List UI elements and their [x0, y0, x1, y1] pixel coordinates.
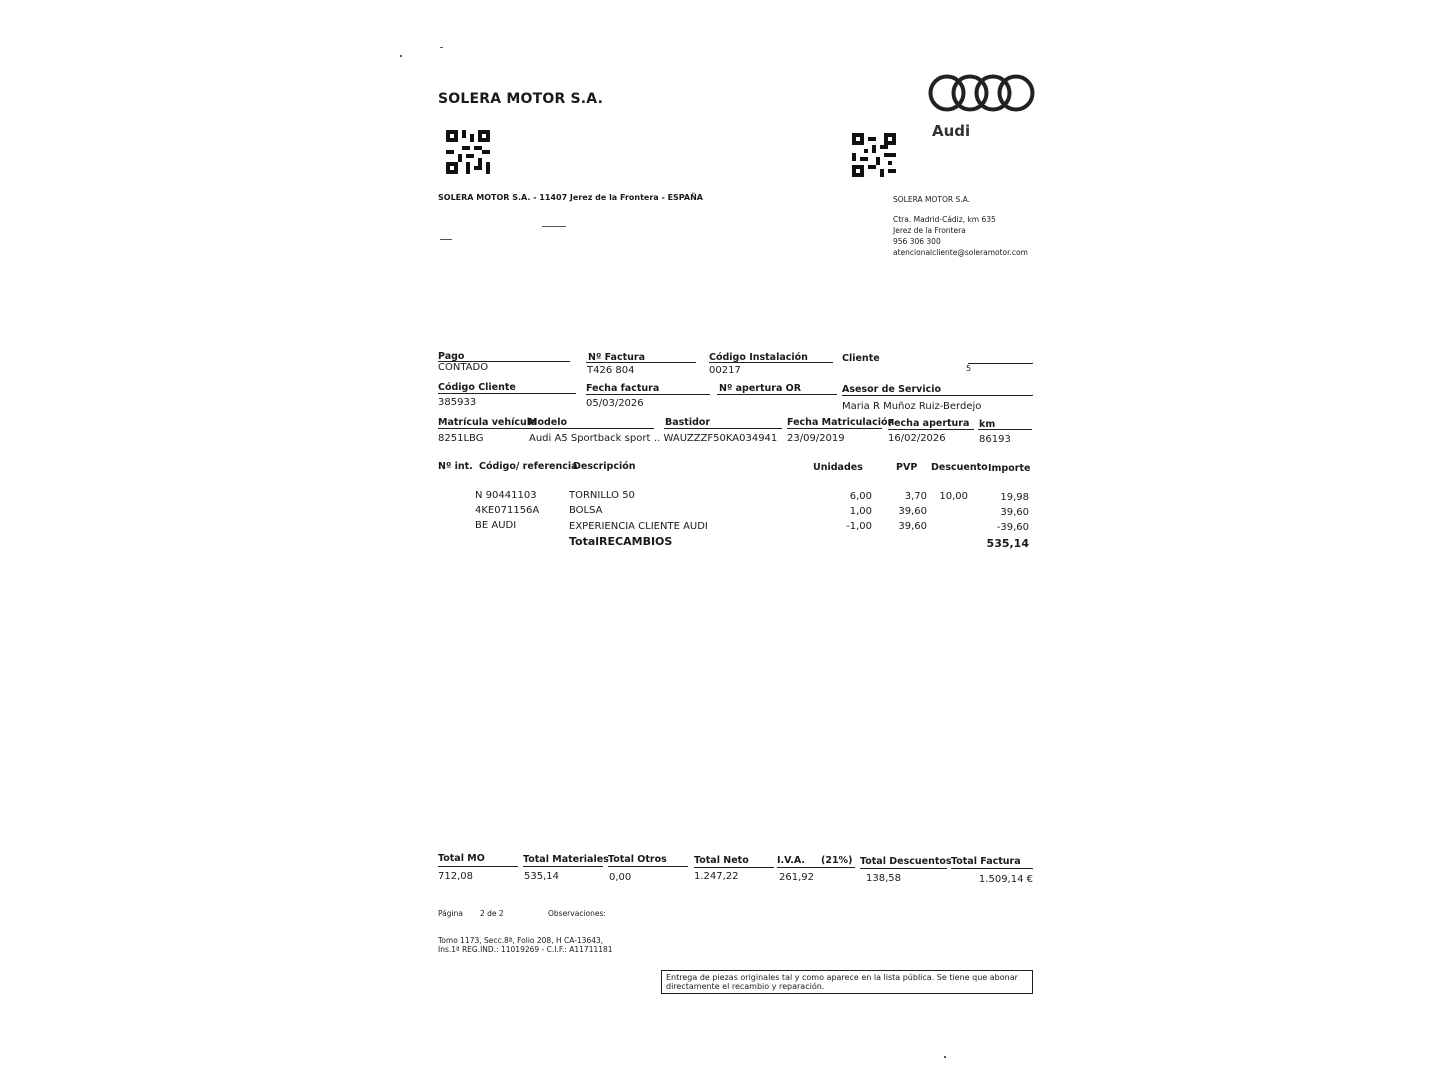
total-neto-label: Total Neto	[694, 855, 749, 866]
registro-line1: Tomo 1173, Secc.8ª, Folio 208, H CA-13643,	[438, 936, 604, 945]
divider	[438, 866, 518, 867]
row-importe: -39,60	[996, 522, 1029, 533]
asesor-value: Maria R Muñoz Ruiz-Berdejo	[842, 401, 982, 412]
iva-pct: (21%)	[821, 855, 853, 866]
total-mo-label: Total MO	[438, 853, 485, 864]
divider	[608, 866, 688, 867]
total-otros-label: Total Otros	[608, 854, 667, 865]
dealer-address1: Ctra. Madrid-Cádiz, km 635	[893, 215, 996, 224]
divider	[978, 429, 1032, 430]
row-ref: N 90441103	[475, 490, 537, 501]
recambios-total-value: 535,14	[986, 537, 1029, 550]
scan-speck	[944, 1056, 946, 1058]
dealer-name: SOLERA MOTOR S.A.	[893, 195, 970, 204]
divider	[951, 868, 1033, 869]
row-desc: TORNILLO 50	[569, 490, 635, 501]
pagina-label: Página	[438, 909, 463, 918]
total-descuentos-value: 138,58	[866, 873, 901, 884]
company-name: SOLERA MOTOR S.A.	[438, 91, 604, 107]
matricula-label: Matrícula vehículo	[438, 417, 537, 428]
scan-speck	[400, 55, 402, 57]
instalacion-value: 00217	[709, 365, 741, 376]
divider	[694, 867, 774, 868]
matricula-value: 8251LBG	[438, 433, 484, 444]
fecha-factura-value: 05/03/2026	[586, 398, 644, 409]
recambios-total-label: TotalRECAMBIOS	[569, 535, 673, 548]
total-materiales-value: 535,14	[524, 871, 559, 882]
codigo-cliente-label: Código Cliente	[438, 382, 516, 393]
divider	[586, 394, 710, 395]
divider	[842, 395, 1033, 396]
dealer-phone: 956 306 300	[893, 237, 941, 246]
total-materiales-label: Total Materiales	[523, 854, 609, 865]
fecha-matric-label: Fecha Matriculación	[787, 417, 895, 428]
pago-value: CONTADO	[438, 362, 489, 373]
cliente-label: Cliente	[842, 353, 880, 364]
row-pvp: 3,70	[904, 491, 927, 502]
divider	[523, 866, 603, 867]
km-label: km	[979, 419, 996, 430]
row-importe: 39,60	[1000, 507, 1029, 518]
divider	[787, 428, 882, 429]
codigo-cliente-value: 385933	[438, 397, 477, 408]
row-importe: 19,98	[1000, 492, 1029, 503]
total-otros-value: 0,00	[609, 872, 632, 883]
divider	[717, 394, 837, 395]
bastidor-label: Bastidor	[665, 417, 711, 428]
row-desc: EXPERIENCIA CLIENTE AUDI	[569, 521, 708, 532]
factura-value: T426 804	[587, 365, 635, 376]
factura-label: Nº Factura	[588, 352, 645, 363]
iva-value: 261,92	[779, 872, 814, 883]
pago-label: Pago	[438, 351, 465, 362]
qr-code-icon	[446, 130, 490, 174]
row-units: 6,00	[849, 491, 872, 502]
divider	[709, 362, 833, 363]
total-factura-value: 1.509,14 €	[978, 874, 1033, 885]
row-units: -1,00	[846, 521, 872, 532]
registro-line2: Ins.1ª REG.IND.: 11019269 - C.I.F.: A11711181	[438, 945, 613, 954]
col-header-desc: Descripción	[573, 461, 636, 472]
total-mo-value: 712,08	[438, 871, 473, 882]
asesor-label: Asesor de Servicio	[842, 384, 942, 395]
modelo-label: Modelo	[528, 417, 568, 428]
audi-brand-name: Audi	[932, 122, 971, 140]
scan-speck	[440, 47, 443, 48]
fecha-factura-label: Fecha factura	[586, 383, 660, 394]
divider	[438, 428, 654, 429]
divider	[586, 362, 696, 363]
row-ref: 4KE071156A	[475, 505, 540, 516]
row-ref: BE AUDI	[475, 520, 517, 531]
row-dto: 10,00	[939, 491, 968, 502]
col-header-units: Unidades	[813, 462, 863, 473]
cliente-value: 5	[966, 364, 972, 373]
row-pvp: 39,60	[898, 521, 927, 532]
observaciones-label: Observaciones:	[548, 909, 606, 918]
company-address: SOLERA MOTOR S.A. - 11407 Jerez de la Frontera - ESPAÑA	[438, 193, 703, 202]
divider	[888, 429, 974, 430]
dealer-email: atencionalcliente@soleramotor.com	[893, 248, 1028, 257]
divider	[438, 393, 576, 394]
col-header-ref: Código/ referencia	[479, 461, 578, 472]
fecha-apertura-label: Fecha apertura	[888, 418, 970, 429]
row-units: 1,00	[849, 506, 872, 517]
col-header-nint: Nº int.	[438, 461, 473, 472]
col-header-pvp: PVP	[896, 462, 918, 473]
divider	[860, 868, 947, 869]
scan-speck	[542, 226, 566, 227]
pagina-value: 2 de 2	[480, 909, 504, 918]
divider	[664, 428, 782, 429]
iva-label: I.V.A.	[777, 855, 806, 866]
row-desc: BOLSA	[569, 505, 603, 516]
notice-box: Entrega de piezas originales tal y como aparece en la lista pública. Se tiene que abonar directamente el recambio y reparación.	[661, 970, 1033, 994]
instalacion-label: Código Instalación	[709, 352, 808, 363]
apertura-or-label: Nº apertura OR	[719, 383, 802, 394]
dealer-address2: Jerez de la Frontera	[893, 226, 966, 235]
audi-rings-logo	[926, 72, 1038, 114]
row-pvp: 39,60	[898, 506, 927, 517]
fecha-apertura-value: 16/02/2026	[888, 433, 946, 444]
total-factura-label: Total Factura	[951, 856, 1021, 867]
divider	[777, 867, 855, 868]
col-header-importe: Importe	[988, 463, 1031, 474]
modelo-value: Audi A5 Sportback sport	[529, 433, 651, 444]
km-value: 86193	[979, 434, 1011, 445]
divider	[968, 363, 1033, 364]
scan-speck	[440, 239, 452, 240]
total-neto-value: 1.247,22	[694, 871, 739, 882]
bastidor-value: .. WAUZZZF50KA034941	[654, 433, 778, 444]
qr-code-icon	[852, 133, 896, 177]
col-header-dto: Descuento	[931, 462, 988, 473]
total-descuentos-label: Total Descuentos	[860, 856, 952, 867]
fecha-matric-value: 23/09/2019	[787, 433, 845, 444]
